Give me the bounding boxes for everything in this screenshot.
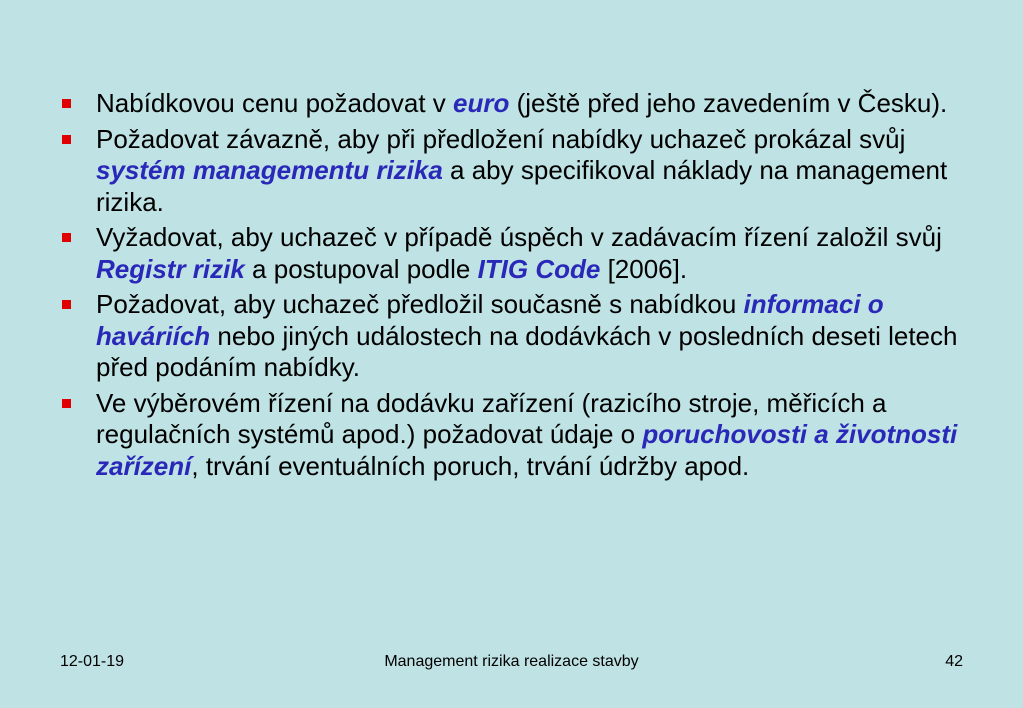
square-bullet-icon [62, 300, 71, 309]
bullet-text: Požadovat, aby uchazeč předložil současně s nabídkou [96, 289, 744, 319]
footer-title: Management rizika realizace stavby [384, 653, 639, 670]
bullet-text: a aby specifikoval náklady na management rizika. [96, 155, 948, 217]
emphasized-term: euro [453, 88, 510, 118]
bullet-text: [2006]. [600, 253, 688, 284]
emphasized-term: systém managementu rizika [96, 155, 443, 185]
square-bullet-icon [62, 99, 71, 108]
emphasized-term: poruchovosti a životnosti zařízení [96, 419, 958, 481]
square-bullet-icon [62, 399, 71, 408]
bullet-text: Požadovat závazně, aby při předložení nabídky uchazeč prokázal svůj [96, 123, 906, 154]
bullet-item [60, 388, 980, 483]
emphasized-term: Registr rizik [96, 253, 245, 284]
footer-date: 12-01-19 [60, 653, 125, 670]
bullet-list [60, 88, 980, 486]
bullet-text: Nabídkovou cenu požadovat v [96, 88, 454, 118]
emphasized-term: informaci o haváriích [96, 289, 884, 351]
bullet-text: nebo jiných událostech na dodávkách v posledních deseti letech před podáním nabídky. [96, 320, 958, 382]
bullet-text: , trvání eventuálních poruch, trvání údržby apod. [191, 450, 750, 481]
square-bullet-icon [62, 135, 71, 144]
bullet-text: a postupoval podle [244, 253, 478, 284]
bullet-text: Vyžadovat, aby uchazeč v případě úspěch v zadávacím řízení založil svůj [96, 222, 942, 252]
bullet-text: (ještě před jeho zavedením v Česku). [509, 88, 948, 118]
bullet-text: Ve výběrovém řízení na dodávku zařízení (razicího stroje, měřicích a regulačních systémů apod.) požadovat údaje o [96, 387, 887, 449]
bullet-item [60, 88, 980, 120]
bullet-item [60, 124, 980, 219]
square-bullet-icon [62, 233, 71, 242]
bullet-item [60, 222, 980, 285]
emphasized-term: ITIG Code [477, 253, 601, 284]
bullet-item [60, 289, 980, 384]
page-number: 42 [945, 653, 963, 670]
